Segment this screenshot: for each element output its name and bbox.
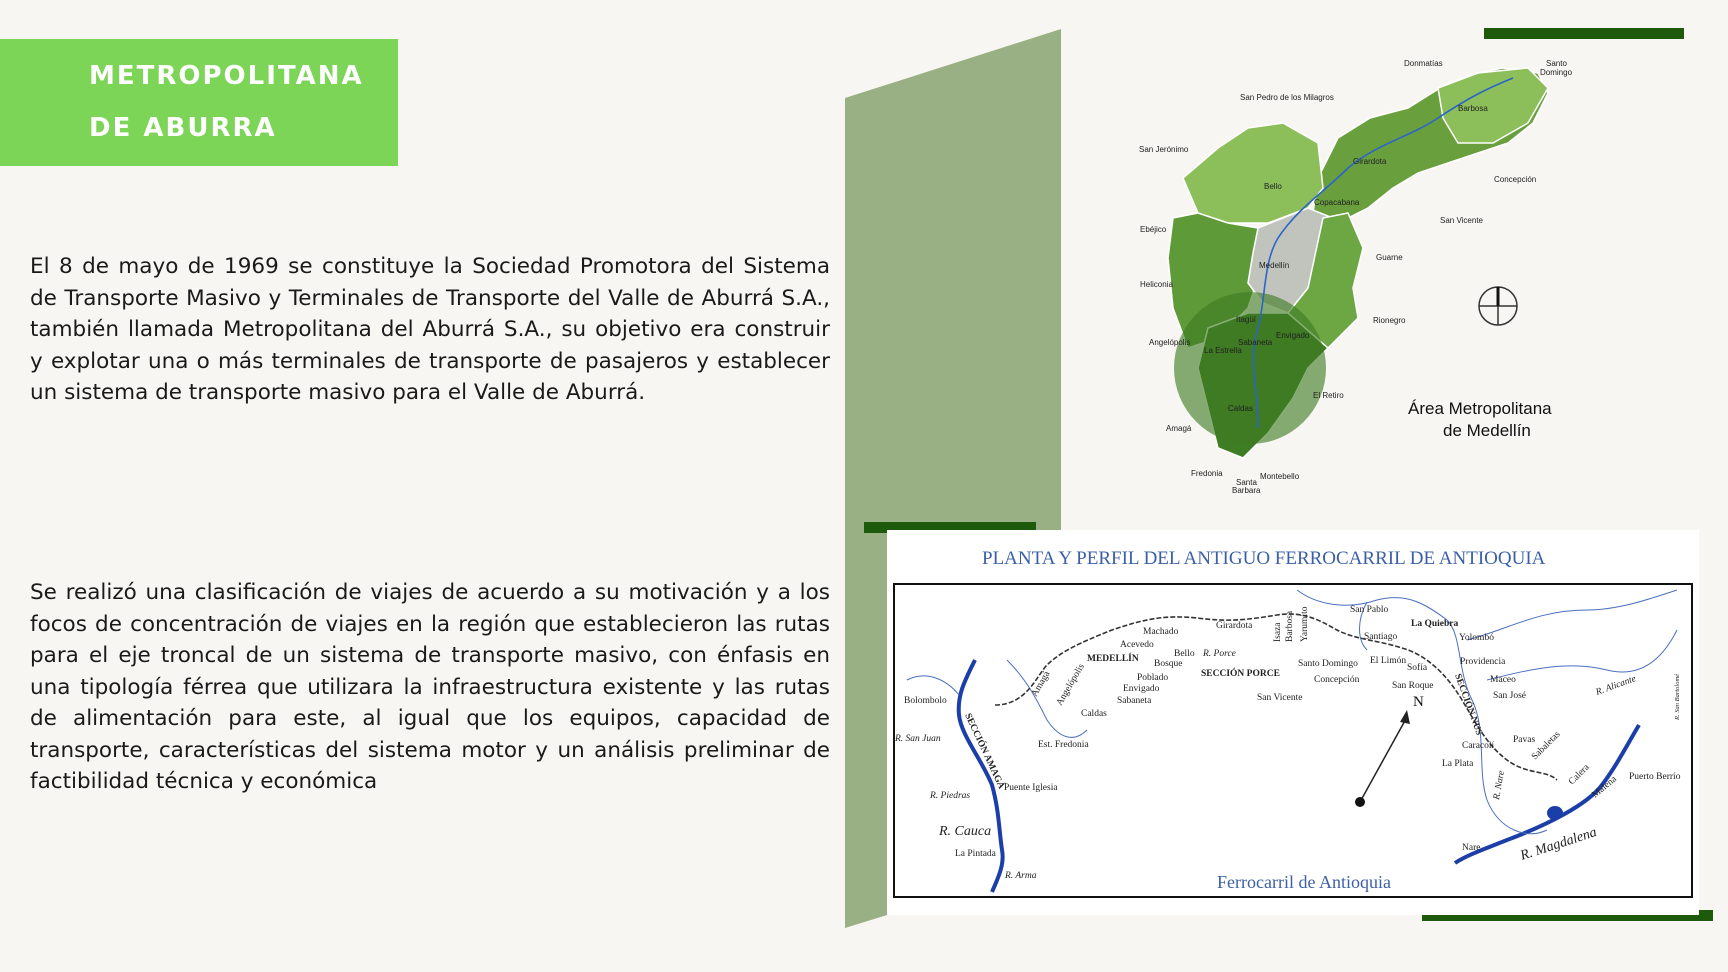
railway-map-footer: Ferrocarril de Antioquia	[1217, 872, 1391, 892]
label-sabaneta: Sabaneta	[1117, 696, 1152, 706]
label-rionegro: Rionegro	[1373, 316, 1406, 325]
label-amaga: Amagá	[1029, 669, 1053, 699]
map-caption-line-1: Área Metropolitana	[1408, 399, 1552, 418]
label-caracoli: Caracolí	[1462, 741, 1495, 751]
label-sabaletas: Sabaletas	[1530, 729, 1563, 763]
label-santo-domingo: Santo Domingo	[1298, 659, 1358, 669]
label-guarne: Guarne	[1376, 253, 1403, 262]
lake-marker	[1547, 806, 1563, 820]
metro-area-map	[1108, 48, 1578, 500]
label-r-magdalena: R. Magdalena	[1518, 825, 1599, 864]
label-yarumito: Yarumito	[1300, 606, 1310, 642]
label-santa-barbara-2: Barbara	[1232, 486, 1261, 495]
label-la-estrella: La Estrella	[1204, 346, 1242, 355]
label-medellin: Medellín	[1259, 261, 1290, 270]
north-arrow-head	[1400, 710, 1410, 724]
label-itagui: Itagüí	[1236, 315, 1257, 324]
river-tributary-6	[907, 676, 959, 695]
label-san-vicente: San Vicente	[1440, 216, 1483, 225]
label-seccion-nus: SECCIÓN NUS	[1452, 672, 1484, 737]
map-caption-line-2: de Medellín	[1443, 421, 1531, 440]
label-san-pablo: San Pablo	[1350, 605, 1389, 615]
label-puente-iglesia: Puente Iglesia	[1004, 783, 1058, 793]
paragraph-study: Se realizó una clasificación de viajes de acuerdo a su motivación y a los focos de concentración de viajes en la región que establecieron las rutas para el eje troncal de un sistema de transporte masivo, con énfasis en una tipología férrea que utilizara la infraestructura existente y las rutas de alimentación para este, al igual que los equipos, capacidad de transporte, características del sistema motor y un análisis preliminar de factibilidad técnica y económica	[30, 580, 830, 794]
label-r-cauca: R. Cauca	[939, 824, 992, 839]
label-santo-domingo-1: Santo	[1546, 59, 1567, 68]
label-concepcion: Concepción	[1494, 175, 1537, 184]
label-medellin: MEDELLÍN	[1087, 654, 1139, 664]
label-r-nare: R. Nare	[1492, 770, 1508, 801]
top-right-bar	[1484, 28, 1684, 39]
label-caldas: Caldas	[1081, 709, 1107, 719]
railway-map-title: PLANTA Y PERFIL DEL ANTIGUO FERROCARRIL DE ANTIOQUIA	[982, 548, 1546, 569]
compass-icon	[1479, 287, 1517, 325]
label-barbosa: Barbosa	[1458, 104, 1488, 113]
label-san-vicente: San Vicente	[1257, 693, 1303, 703]
north-label: N	[1413, 694, 1424, 710]
river-tributary-5	[1467, 590, 1677, 640]
label-ebejico: Ebéjico	[1140, 225, 1167, 234]
label-angelopolis: Angelópolis	[1054, 662, 1087, 708]
label-bello: Bello	[1174, 649, 1195, 659]
label-r-arma: R. Arma	[1005, 871, 1037, 881]
label-bolombolo: Bolombolo	[904, 696, 947, 706]
north-arrow	[1360, 717, 1407, 802]
label-r-piedras: R. Piedras	[930, 791, 971, 801]
label-girardota: Girardota	[1353, 157, 1387, 166]
label-san-jeronimo: San Jerónimo	[1139, 145, 1189, 154]
label-amaga: Amagá	[1166, 424, 1192, 433]
label-heliconia: Heliconia	[1140, 280, 1173, 289]
label-el-limon: El Limón	[1370, 656, 1407, 666]
label-angelopolis: Angelópolis	[1149, 338, 1191, 347]
title-line-1: METROPOLITANA	[89, 61, 364, 91]
label-isaza: Isaza	[1273, 622, 1283, 642]
label-la-pintada: La Pintada	[955, 849, 996, 859]
label-providencia: Providencia	[1460, 657, 1506, 667]
label-sofia: Sofía	[1407, 663, 1428, 673]
label-caldas: Caldas	[1228, 404, 1253, 413]
label-montebello: Montebello	[1260, 472, 1300, 481]
north-arrow-base	[1355, 797, 1365, 807]
label-la-plata: La Plata	[1442, 759, 1474, 769]
label-calera: Calera	[1567, 762, 1592, 788]
map-region-bello	[1183, 123, 1323, 223]
label-acevedo: Acevedo	[1120, 640, 1154, 650]
label-san-jose: San José	[1493, 691, 1526, 701]
label-donmatias: Donmatías	[1404, 59, 1443, 68]
label-puerto-berrio: Puerto Berrío	[1629, 772, 1681, 782]
label-santa-barbara-1: Santa	[1236, 478, 1257, 487]
label-est-fredonia: Est. Fredonia	[1038, 740, 1089, 750]
railway-map-card	[887, 530, 1699, 915]
label-r-porce: R. Porce	[1203, 649, 1236, 659]
label-santo-domingo-2: Domingo	[1540, 68, 1573, 77]
label-r-san-bartolome: R. San Bartolomé	[1674, 673, 1681, 720]
label-concepcion: Concepción	[1314, 675, 1360, 685]
label-machado: Machado	[1143, 627, 1179, 637]
map-region-barbosa	[1438, 68, 1548, 143]
label-el-retiro: El Retiro	[1313, 391, 1344, 400]
label-seccion-porce: SECCIÓN PORCE	[1201, 669, 1280, 679]
paragraph-history: El 8 de mayo de 1969 se constituye la Sociedad Promotora del Sistema de Transporte Masivo y Terminales de Transporte del Valle de Aburrá S.A., también llamada Metropolitana del Aburrá S.A., su objetivo era construir y explotar una o más terminales de transporte de pasajeros y establecer un sistema de transporte masivo para el Valle de Aburrá.	[30, 254, 830, 405]
river-tributary-4	[1487, 630, 1677, 680]
label-r-alicante: R. Alicante	[1594, 674, 1638, 698]
label-girardota: Girardota	[1216, 621, 1253, 631]
label-san-pedro: San Pedro de los Milagros	[1240, 93, 1334, 102]
label-santiago: Santiago	[1364, 632, 1398, 642]
label-malena: Malena	[1590, 774, 1619, 801]
label-nare: Nare	[1462, 843, 1481, 853]
label-barbosa: Barbosa	[1285, 610, 1295, 642]
label-maceo: Maceo	[1490, 675, 1516, 685]
label-pavas: Pavas	[1513, 735, 1536, 745]
label-envigado: Envigado	[1123, 684, 1160, 694]
label-envigado: Envigado	[1276, 331, 1310, 340]
label-sabaneta: Sabaneta	[1238, 338, 1273, 347]
label-la-quiebra: La Quiebra	[1411, 619, 1459, 629]
label-fredonia: Fredonia	[1191, 469, 1223, 478]
title-banner	[0, 39, 398, 166]
title-line-2: DE ABURRA	[89, 113, 277, 143]
label-bello: Bello	[1264, 182, 1282, 191]
label-yolombo: Yolombó	[1459, 633, 1494, 643]
label-copacabana: Copacabana	[1314, 198, 1360, 207]
label-bosque: Bosque	[1154, 659, 1183, 669]
label-san-roque: San Roque	[1392, 681, 1434, 691]
label-poblado: Poblado	[1137, 673, 1169, 683]
label-seccion-amaga: SECCIÓN AMAGÁ	[962, 712, 1007, 791]
label-r-san-juan: R. San Juan	[895, 734, 941, 744]
